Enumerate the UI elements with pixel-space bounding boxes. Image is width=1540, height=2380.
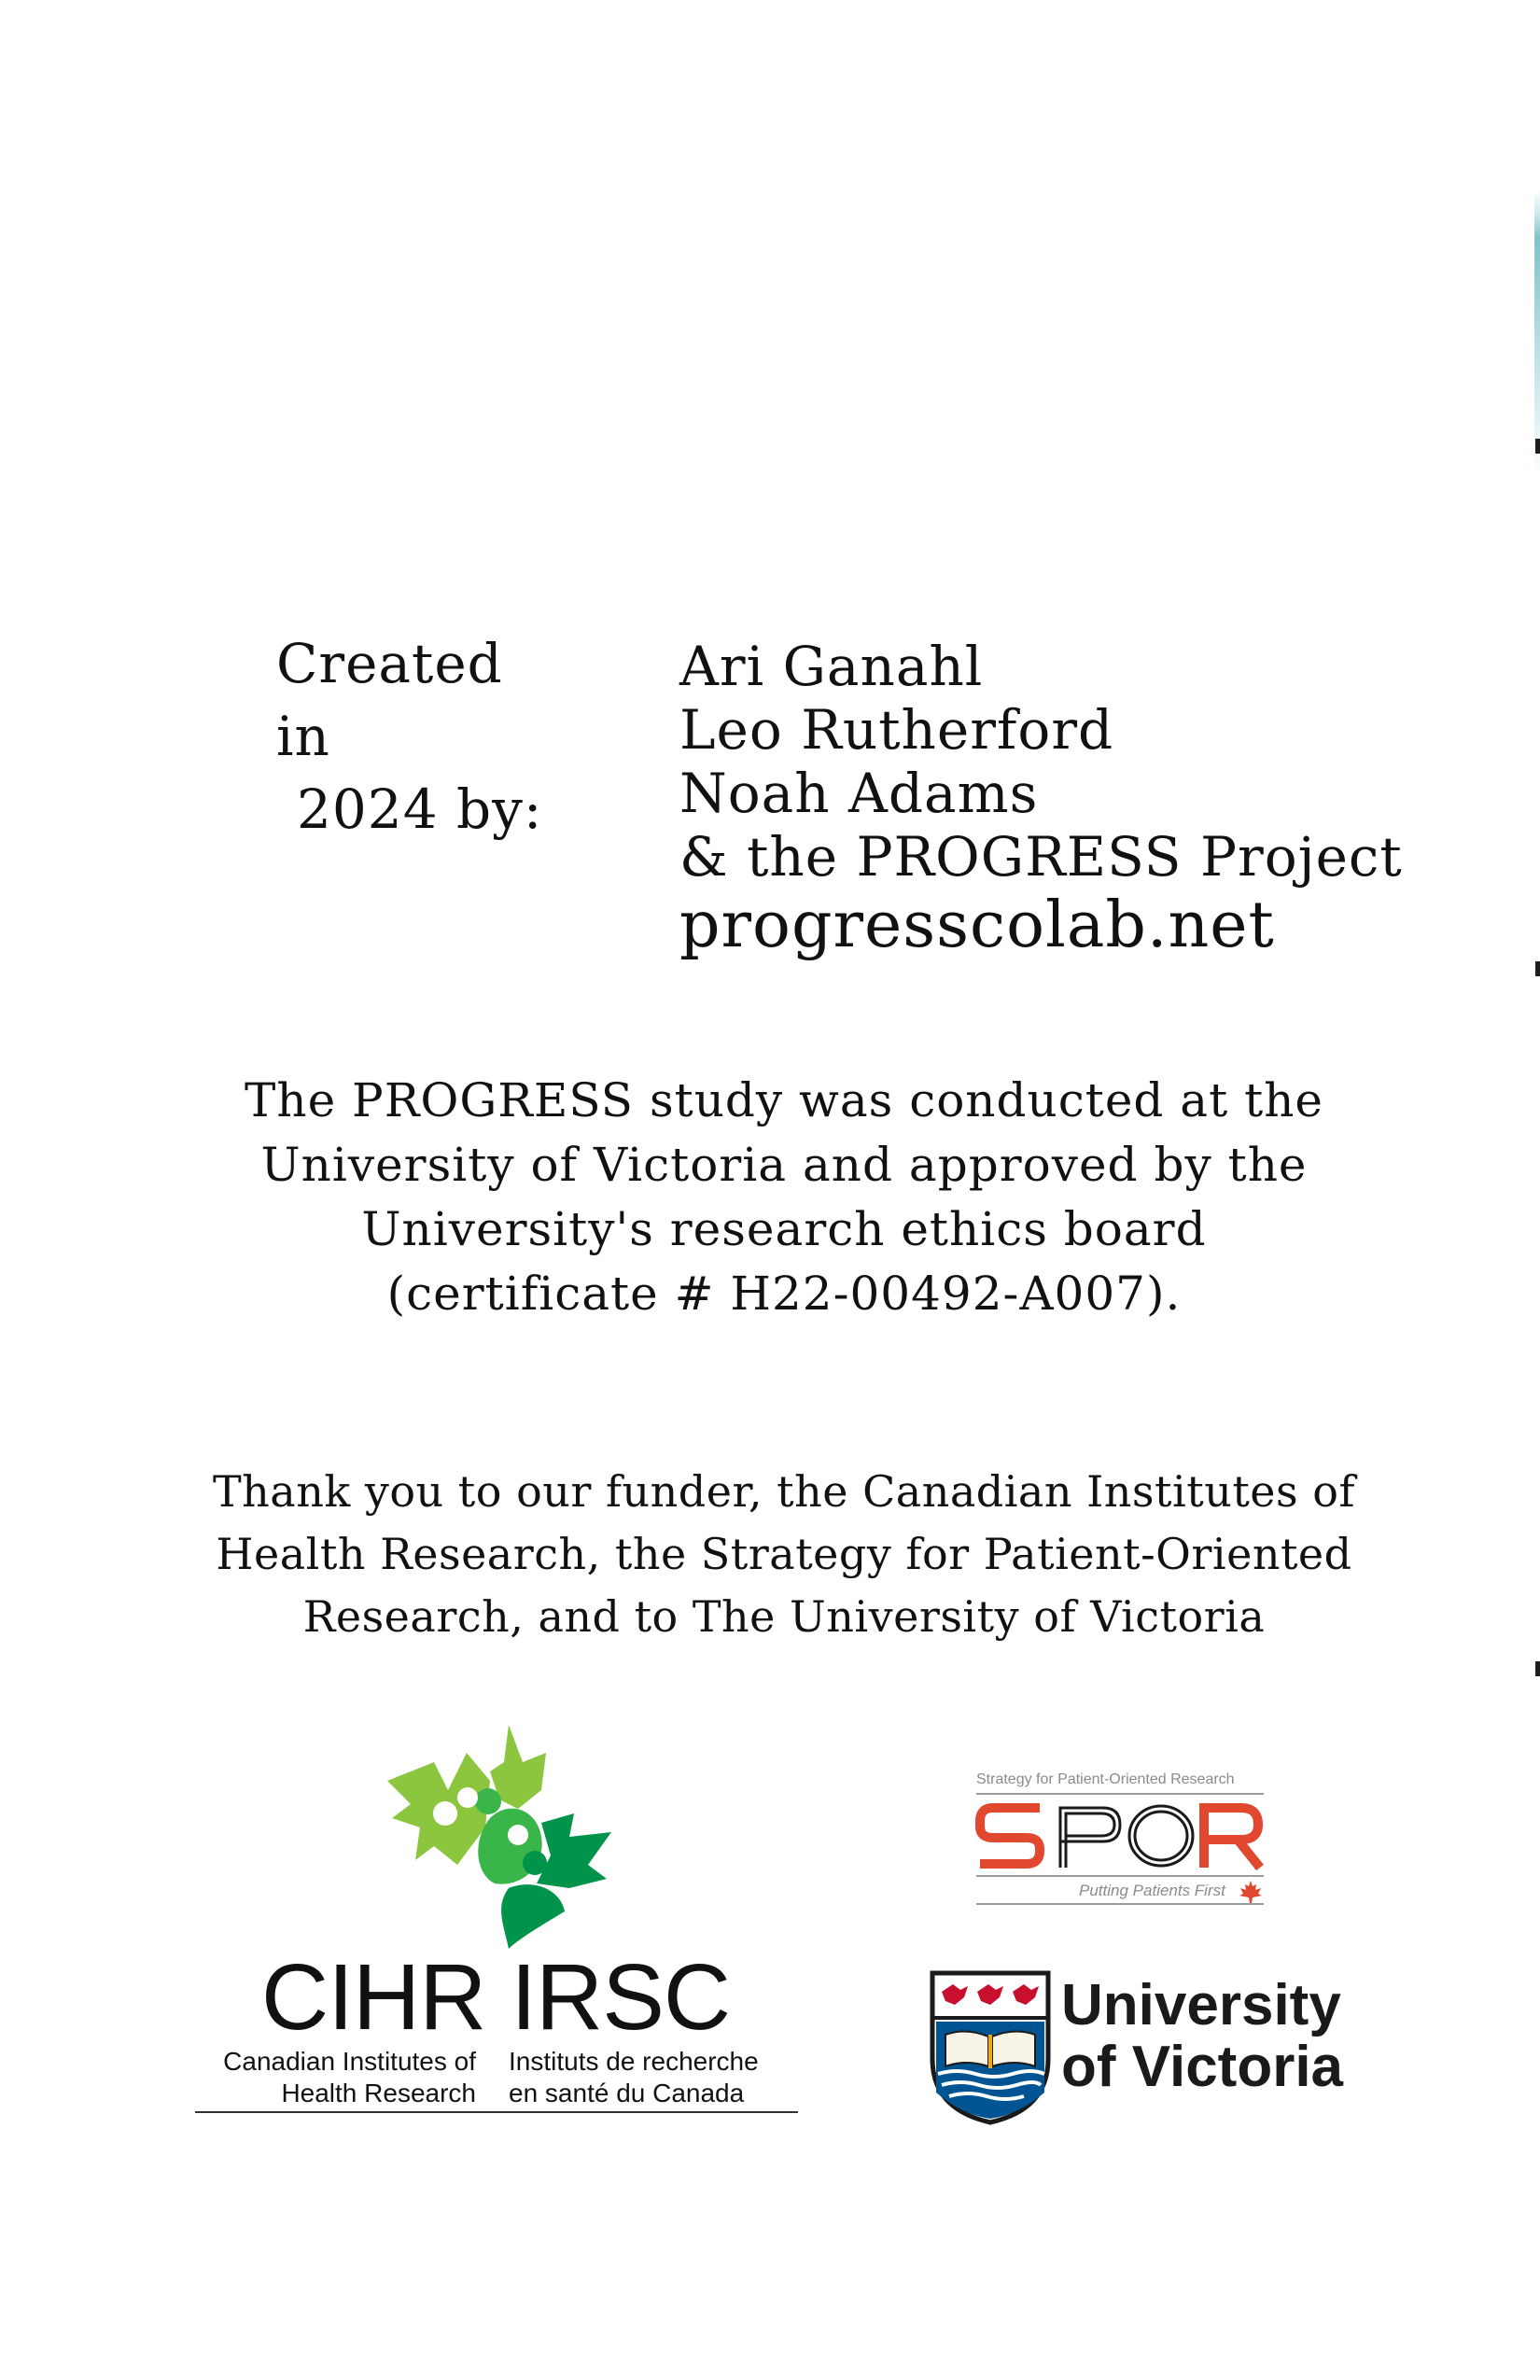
spor-top-text: Strategy for Patient-Oriented Research (976, 1771, 1235, 1787)
thanks-line: Health Research, the Strategy for Patient-Oriented (216, 1529, 1352, 1579)
ethics-line: University of Victoria and approved by the (260, 1138, 1308, 1192)
uvic-logo (929, 1969, 1367, 2128)
uvic-name (1061, 1975, 1343, 2098)
spor-tagline: Putting Patients First (1079, 1882, 1225, 1899)
maple-leaf-icon (1238, 1879, 1264, 1905)
credits-names (679, 635, 1403, 963)
cihr-french-name (509, 2046, 817, 2109)
credits-label-line2: 2024 by: (297, 777, 543, 841)
author-name: Leo Rutherford (679, 698, 1114, 762)
credits-label (276, 627, 556, 846)
spor-divider (976, 1903, 1264, 1905)
maple-leaf-people-icon (378, 1725, 630, 1949)
uvic-crest-icon (929, 1969, 1052, 2126)
thanks-line: Research, and to The University of Victoria (302, 1591, 1266, 1642)
cihr-wordmark: CIHR IRSC (261, 1945, 731, 2050)
cihr-english-name (191, 2046, 476, 2109)
ethics-line: (certificate # H22-00492-A007). (386, 1267, 1182, 1321)
uvic-name-line2: of Victoria (1061, 2035, 1344, 2099)
spor-logo (974, 1771, 1266, 1915)
edge-tick (1535, 961, 1540, 976)
spor-wordmark-graphic (974, 1795, 1266, 1871)
cihr-french-line1: Instituts de recherche (509, 2047, 759, 2076)
ethics-line: The PROGRESS study was conducted at the (245, 1073, 1323, 1127)
ethics-line: University's research ethics board (361, 1202, 1207, 1256)
thanks-line: Thank you to our funder, the Canadian Institutes of (213, 1466, 1355, 1517)
uvic-name-line1: University (1061, 1973, 1341, 2037)
spor-divider (976, 1875, 1264, 1877)
website-text: progresscolab.net (679, 889, 1275, 962)
project-credit: & the PROGRESS Project (679, 825, 1403, 889)
credits-label-line1: Created in (276, 632, 503, 768)
edge-tick (1535, 1661, 1540, 1676)
page-edge-trim (1534, 0, 1540, 2380)
funder-thanks (187, 1461, 1381, 1648)
author-name: Ari Ganahl (679, 635, 984, 698)
cihr-french-line2: en santé du Canada (509, 2079, 745, 2107)
edge-tick (1535, 439, 1540, 454)
cihr-logo (191, 1725, 807, 2117)
cihr-english-line2: Health Research (281, 2079, 476, 2107)
ethics-statement (187, 1069, 1381, 1326)
cihr-english-line1: Canadian Institutes of (223, 2047, 476, 2076)
author-name: Noah Adams (679, 762, 1039, 825)
cihr-rule (195, 2111, 798, 2113)
